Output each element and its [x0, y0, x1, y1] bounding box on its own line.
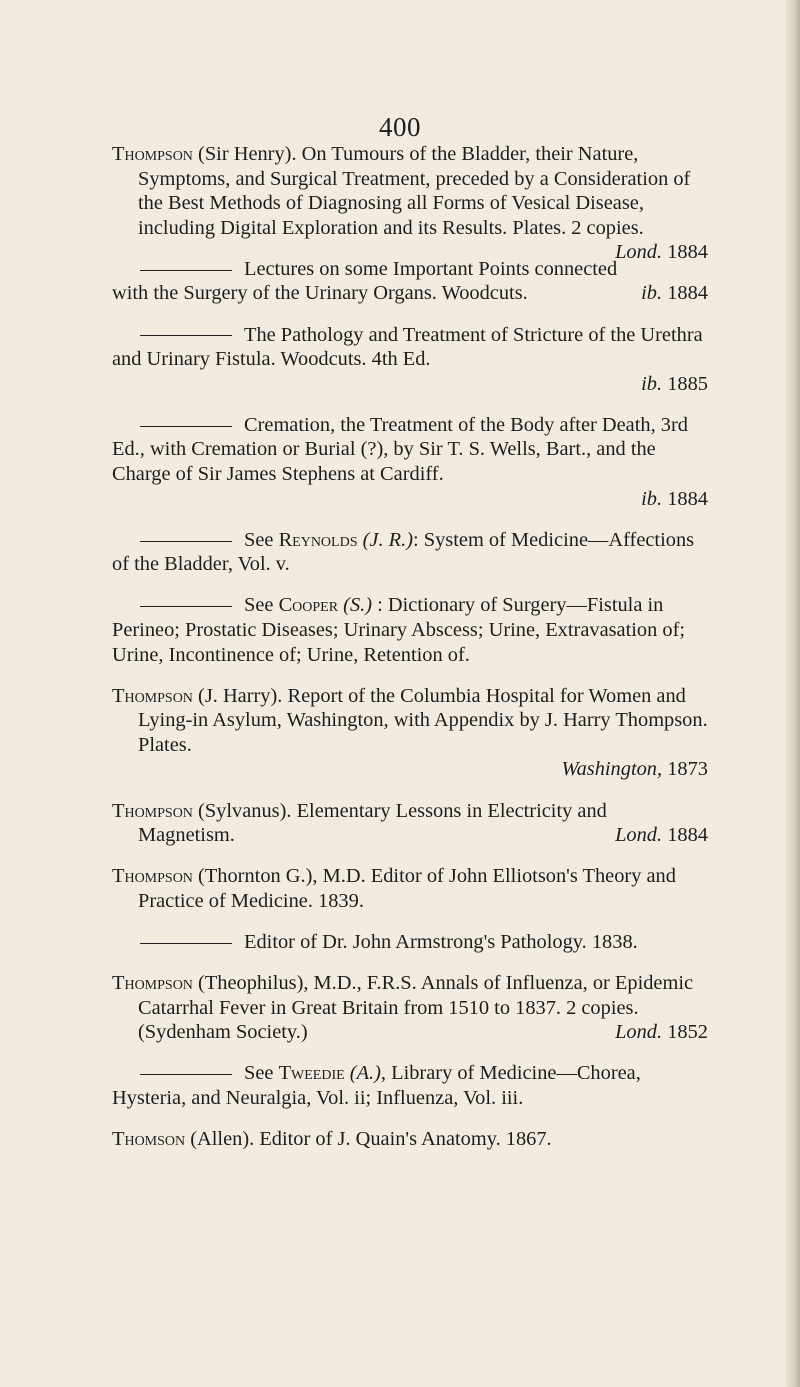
ditto-dash	[140, 270, 232, 271]
bibliography-subentry	[112, 528, 708, 577]
entry-text: (Thornton G.), M.D. Editor of John Elliotson's Theory and Practice of Medicine. 1839.	[138, 865, 676, 912]
entry-imprint	[615, 281, 708, 306]
ditto-dash	[140, 335, 232, 336]
entry-text: : Dictionary of Surgery—Fistula in Perineo; Prostatic Diseases; Urinary Abscess; Urine, Extravasation of; Urine, Incontinence of; Urine, Retention of.	[112, 594, 686, 666]
cross-ref-name: Reynolds	[278, 528, 358, 551]
entry-text: (Sir Henry). On Tumours of the Bladder, their Nature, Symptoms, and Surgical Treatment, preceded by a Consideration of the Best Methods of Diagnosing all Forms of Vesical Disease, including Digital Exploration and its Results. Plates. 2 copies.	[138, 143, 691, 239]
entry-author: Thompson	[112, 799, 193, 822]
see-label: See	[244, 594, 274, 617]
bibliography-subentry	[112, 930, 708, 955]
entry-imprint	[615, 240, 708, 265]
entry-author: Thompson	[112, 865, 193, 888]
entry-place: Lond.	[615, 1021, 663, 1044]
entry-year: 1884	[667, 487, 708, 510]
ditto-dash	[140, 943, 232, 944]
entry-text: : System of Medicine—Affections of the Bladder, Vol. v.	[112, 528, 695, 576]
ditto-dash	[140, 606, 232, 607]
see-label: See	[244, 528, 274, 551]
entry-imprint	[615, 1020, 708, 1045]
cross-ref-initial: (S.)	[343, 594, 373, 617]
see-label: See	[244, 1062, 274, 1085]
entry-author: Thompson	[112, 143, 193, 165]
entry-place: ib.	[641, 372, 663, 395]
cross-ref-initial: (A.)	[349, 1062, 381, 1085]
bibliography-entry	[112, 971, 708, 1045]
entry-author: Thompson	[112, 972, 193, 995]
entry-text: , Library of Medicine—Chorea, Hysteria, and Neuralgia, Vol. ii; Influenza, Vol. iii.	[112, 1062, 641, 1109]
entry-place: Washington,	[561, 758, 663, 781]
entry-place: Lond.	[615, 824, 663, 847]
entry-place: ib.	[641, 282, 663, 305]
bibliography-entry	[112, 142, 708, 264]
bibliography-entry	[112, 799, 708, 848]
entry-text: The Pathology and Treatment of Stricture of the Urethra and Urinary Fistula. Woodcuts. 4th Ed.	[112, 323, 703, 371]
entry-author: Thompson	[112, 684, 193, 707]
cross-ref-name: Cooper	[278, 594, 339, 617]
entry-text: (Allen). Editor of J. Quain's Anatomy. 1867.	[190, 1128, 552, 1150]
entry-text: (J. Harry). Report of the Columbia Hospital for Women and Lying-in Asylum, Washington, with Appendix by J. Harry Thompson. Plates.	[138, 684, 708, 756]
entry-text: Lectures on some Important Points connected with the Surgery of the Urinary Organs. Woodcuts.	[112, 257, 618, 305]
entry-place: ib.	[641, 487, 663, 510]
ditto-dash	[140, 541, 232, 542]
entry-year: 1884	[667, 241, 708, 264]
entry-year: 1884	[667, 824, 708, 847]
page-number: 400	[379, 112, 421, 142]
cross-ref-initial: (J. R.)	[362, 528, 413, 551]
entry-year: 1884	[667, 282, 708, 305]
entry-imprint	[112, 757, 708, 782]
bibliography-subentry	[112, 413, 708, 511]
bibliography-entry	[112, 864, 708, 913]
bibliography-list	[112, 142, 708, 1168]
bibliography-subentry	[112, 593, 708, 667]
entry-text: Cremation, the Treatment of the Body after Death, 3rd Ed., with Cremation or Burial (?), by Sir T. S. Wells, Bart., and the Charge of Sir James Stephens at Cardiff.	[112, 413, 688, 486]
entry-text: (Sylvanus). Elementary Lessons in Electricity and Magnetism.	[138, 799, 607, 847]
entry-year: 1852	[667, 1021, 708, 1044]
bibliography-subentry	[112, 323, 708, 397]
entry-imprint	[112, 372, 708, 397]
entry-place: Lond.	[615, 241, 663, 264]
bibliography-entry	[112, 1127, 708, 1152]
entry-text: (Theophilus), M.D., F.R.S. Annals of Influenza, or Epidemic Catarrhal Fever in Great Britain from 1510 to 1837. 2 copies. (Sydenham Society.)	[138, 972, 694, 1044]
bibliography-subentry	[112, 1061, 708, 1110]
entry-text: Editor of Dr. John Armstrong's Pathology. 1838.	[244, 930, 638, 953]
ditto-dash	[140, 426, 232, 427]
cross-ref-name: Tweedie	[278, 1062, 345, 1085]
entry-author: Thomson	[112, 1128, 186, 1150]
entry-year: 1885	[667, 372, 708, 395]
entry-imprint	[615, 823, 708, 848]
entry-year: 1873	[667, 758, 708, 781]
page-edge-shadow	[786, 0, 800, 1387]
entry-imprint	[112, 487, 708, 512]
bibliography-entry	[112, 684, 708, 782]
ditto-dash	[140, 1074, 232, 1075]
